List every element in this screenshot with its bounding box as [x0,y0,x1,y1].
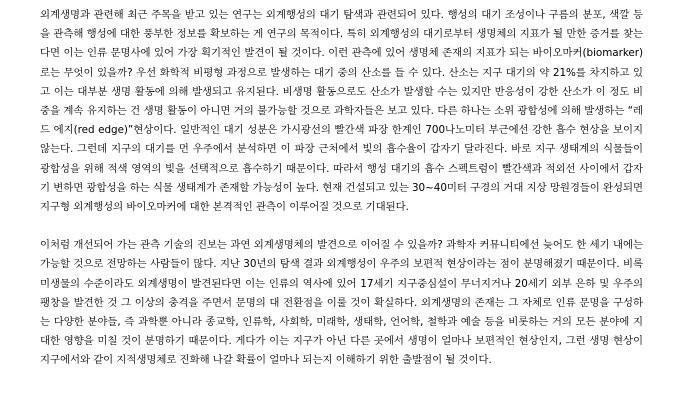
paragraph-1: 외계생명과 관련해 최근 주목을 받고 있는 연구는 외계행성의 대기 탐색과 관련되어 있다. 행성의 대기 조성이나 구름의 분포, 색깔 등을 관측해 행성에 대한 풍부한 정보를 확보하는 게 연구의 목적이다. 특히 외계행성의 대기로부터 생명체의 지표가 될 만한 증거를 찾는다면 이는 인류 문명사에 있어 가장 획기적인 발견이 될 것이다. 이런 관측에 있어 생명체 존재의 지표가 되는 바이오마커(biomarker)로는 무엇이 있을까? 우선 화학적 비평형 과정으로 발생하는 대기 중의 산소를 들 수 있다. 산소는 지구 대기의 약 21%를 차지하고 있고 이는 대부분 생명 활동에 의해 발생되고 유지된다. 비생명 활동으로도 산소가 발생할 수는 있지만 반응성이 강한 산소가 이 정도 비중을 계속 유지하는 건 생명 활동이 아니면 거의 불가능할 것으로 과학자들은 보고 있다. 다른 하나는 소위 광합성에 의해 발생하는 “레드 에지(red edge)”현상이다. 일반적인 대기 성분은 가시광선의 빨간색 파장 한계인 700나노미터 부근에선 강한 흡수 현상을 보이지 않는다. 그런데 지구의 대기를 먼 우주에서 분석하면 이 파장 근처에서 빛의 흡수율이 갑자기 달라진다. 바로 지구 생태계의 식물들이 광합성을 위해 적색 영역의 빛을 선택적으로 흡수하기 때문이다. 따라서 행성 대기의 흡수 스펙트럼이 빨간색과 적외선 사이에서 갑자기 변하면 광합성을 하는 식물 생태계가 존재할 가능성이 높다. 현재 건설되고 있는 30~40미터 구경의 거대 지상 망원경들이 완성되면 지구형 외계행성의 바이오마커에 대한 본격적인 관측이 이루어질 것으로 기대된다. [40,9,643,214]
paragraph-2: 이처럼 개선되어 가는 관측 기술의 진보는 과연 외계생명체의 발견으로 이어질 수 있을까? 과학자 커뮤니티에선 늦어도 한 세기 내에는 가능할 것으로 전망하는 사람들이 많다. 지난 30년의 탐색 결과 외계행성이 우주의 보편적 현상이라는 점이 분명해졌기 때문이다. 비록 미생물의 수준이라도 외계생명이 발견된다면 이는 인류의 역사에 있어 17세기 지구중심설이 무너지거나 20세기 외부 은하 및 우주의 팽창을 발견한 것 그 이상의 충격을 주면서 문명의 대 전환점을 이룰 것이 확실하다. 외계생명의 존재는 그 자체로 인류 문명을 구성하는 다양한 분야들, 즉 과학뿐 아니라 종교학, 인류학, 사회학, 미래학, 생태학, 언어학, 철학과 예술 등을 비롯하는 거의 모든 분야에 지대한 영향을 미칠 것이 분명하기 때문이다. 게다가 이는 지구가 아닌 다른 곳에서 생명이 얼마나 보편적인 현상인지, 그런 생명 현상이 지구에서와 같이 지적생명체로 진화해 나갈 확률이 얼마나 되는지 이해하기 위한 출발점이 될 것이다. [40,239,643,367]
